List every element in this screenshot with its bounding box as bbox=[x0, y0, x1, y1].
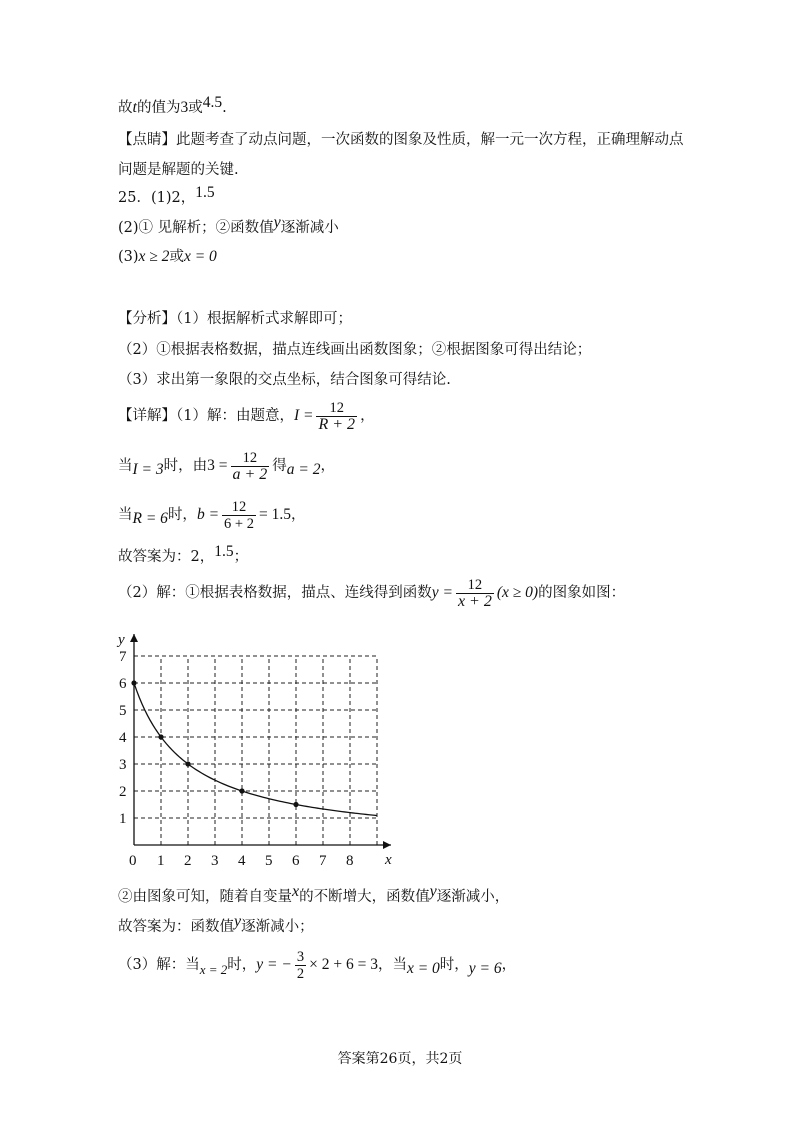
text: 的值为 bbox=[136, 100, 181, 116]
dianjing-line-1: 【点睛】此题考查了动点问题，一次函数的图象及性质，解一元一次方程，正确理解动点 bbox=[118, 132, 684, 148]
text: 故 bbox=[118, 100, 133, 116]
denominator: R + 2 bbox=[318, 415, 356, 433]
value: 3 bbox=[180, 99, 189, 116]
y-tick-label: 4 bbox=[119, 730, 127, 746]
detail-line-6 bbox=[118, 947, 516, 983]
value: 1.5 bbox=[214, 543, 234, 560]
lhs: b = bbox=[196, 506, 220, 523]
text: ； bbox=[233, 549, 249, 565]
text: (2)① 见解析；②函数值 bbox=[118, 220, 274, 236]
text: ， bbox=[360, 408, 375, 424]
analysis-line-3: （3）求出第一象限的交点坐标，结合图象可得结论. bbox=[118, 372, 451, 388]
answer-25-2 bbox=[118, 214, 339, 238]
equation: y = 6 bbox=[468, 960, 502, 977]
y-tick-label: 7 bbox=[119, 649, 127, 665]
lhs: y = bbox=[431, 584, 453, 601]
numerator: 3 bbox=[296, 948, 305, 965]
rhs: × 2 + 6 = 3 bbox=[309, 956, 378, 973]
function-graph bbox=[112, 622, 402, 872]
text: 25．(1)2， bbox=[118, 190, 196, 206]
fraction bbox=[231, 450, 270, 483]
y-tick-label: 5 bbox=[119, 703, 127, 719]
x-axis-arrow bbox=[383, 841, 391, 849]
text: (3) bbox=[118, 249, 139, 265]
detail-line-5 bbox=[118, 883, 510, 907]
text: 的不断增大，函数值 bbox=[299, 889, 430, 905]
equation: x = 0 bbox=[406, 960, 440, 977]
y-axis-label: y bbox=[118, 632, 125, 648]
detail-line-1 bbox=[118, 398, 375, 434]
text: 时， bbox=[439, 957, 469, 973]
condition: (x ≥ 0) bbox=[496, 584, 539, 601]
detail-answer-1 bbox=[118, 543, 249, 567]
text: 当 bbox=[118, 507, 133, 523]
answer-25-3 bbox=[118, 247, 217, 267]
numerator: 12 bbox=[231, 450, 270, 467]
text: 逐渐减小， bbox=[436, 889, 510, 905]
equation: a = 2 bbox=[286, 461, 321, 478]
text: （2）解：①根据表格数据，描点、连线得到函数 bbox=[118, 585, 432, 601]
equation: x = 0 bbox=[183, 248, 217, 265]
denominator: 2 bbox=[296, 965, 305, 982]
text: ， bbox=[501, 957, 517, 973]
text: . bbox=[222, 100, 227, 116]
denominator: a + 2 bbox=[232, 465, 268, 483]
data-point bbox=[293, 802, 298, 807]
denominator: 6 + 2 bbox=[224, 515, 254, 532]
equation: R = 6 bbox=[132, 510, 168, 527]
value: 4.5 bbox=[202, 94, 223, 111]
text: 故答案为：函数值 bbox=[118, 919, 234, 935]
data-point bbox=[185, 761, 190, 766]
text: 或 bbox=[188, 100, 203, 116]
line-conclusion-t bbox=[118, 94, 227, 118]
var-y: y bbox=[234, 913, 242, 930]
detail-line-4 bbox=[118, 575, 625, 611]
equation: x = 2 bbox=[199, 962, 228, 977]
var-y: y bbox=[273, 214, 281, 231]
fraction bbox=[316, 400, 357, 433]
lhs: I = bbox=[293, 407, 314, 424]
text: 或 bbox=[169, 249, 184, 265]
text: ②由图象可知，随着自变量 bbox=[118, 889, 292, 905]
denominator: x + 2 bbox=[457, 592, 492, 610]
x-tick-label: 8 bbox=[346, 853, 354, 869]
fraction bbox=[222, 499, 256, 532]
data-point bbox=[131, 680, 136, 685]
rhs: = 1.5 bbox=[258, 506, 291, 523]
y-axis-arrow bbox=[130, 634, 138, 642]
data-point bbox=[158, 734, 163, 739]
detail-answer-2 bbox=[118, 913, 314, 937]
equation: I = 3 bbox=[132, 461, 164, 478]
text: 的图象如图： bbox=[538, 585, 626, 601]
x-tick-label: 7 bbox=[319, 853, 327, 869]
detail-line-3 bbox=[118, 497, 305, 533]
x-tick-label: 1 bbox=[157, 853, 165, 869]
y-tick-label: 1 bbox=[119, 811, 127, 827]
var-t: t bbox=[132, 99, 137, 116]
text: 得 bbox=[272, 458, 287, 474]
text: 时， bbox=[167, 507, 197, 523]
x-tick-label: 2 bbox=[184, 853, 192, 869]
text: 时， bbox=[227, 957, 257, 973]
numerator: 12 bbox=[316, 400, 357, 417]
text: ， bbox=[320, 458, 336, 474]
x-tick-label: 4 bbox=[238, 853, 246, 869]
var-y: y bbox=[429, 883, 437, 900]
text: （3）解：当 bbox=[118, 957, 200, 973]
fraction bbox=[295, 949, 306, 982]
text: 故答案为：2， bbox=[118, 549, 215, 565]
numerator: 12 bbox=[456, 577, 494, 594]
x-tick-label: 6 bbox=[292, 853, 300, 869]
lhs: 3 = bbox=[207, 457, 228, 474]
text: 【详解】（1）解：由题意， bbox=[118, 408, 294, 424]
text: ，当 bbox=[377, 957, 407, 973]
dianjing-line-2: 问题是解题的关键. bbox=[118, 162, 239, 178]
text: 当 bbox=[118, 458, 133, 474]
fraction bbox=[456, 577, 494, 610]
lhs: y = − bbox=[256, 956, 292, 973]
analysis-line-2: （2）①根据表格数据，描点连线画出函数图象；②根据图象可得出结论； bbox=[118, 342, 592, 358]
x-axis-label: x bbox=[385, 852, 392, 868]
text: 逐渐减小 bbox=[280, 220, 339, 236]
page-footer: 答案第26页，共2页 bbox=[337, 1051, 463, 1067]
function-curve bbox=[134, 683, 377, 816]
analysis-line-1: 【分析】（1）根据解析式求解即可； bbox=[118, 311, 352, 327]
value: 1.5 bbox=[195, 184, 215, 201]
x-tick-label: 5 bbox=[265, 853, 273, 869]
detail-line-2 bbox=[118, 448, 335, 484]
y-tick-label: 3 bbox=[119, 757, 127, 773]
inequality: x ≥ 2 bbox=[138, 248, 170, 265]
text: 逐渐减小； bbox=[241, 919, 314, 935]
text: 时，由 bbox=[163, 458, 208, 474]
x-tick-label: 3 bbox=[211, 853, 219, 869]
answer-25-1 bbox=[118, 184, 215, 208]
numerator: 12 bbox=[222, 499, 256, 516]
text: ， bbox=[290, 507, 306, 523]
origin-label: 0 bbox=[129, 853, 137, 869]
var-x: x bbox=[292, 883, 300, 900]
data-point bbox=[239, 788, 244, 793]
y-tick-label: 6 bbox=[119, 676, 127, 692]
y-tick-label: 2 bbox=[119, 784, 127, 800]
